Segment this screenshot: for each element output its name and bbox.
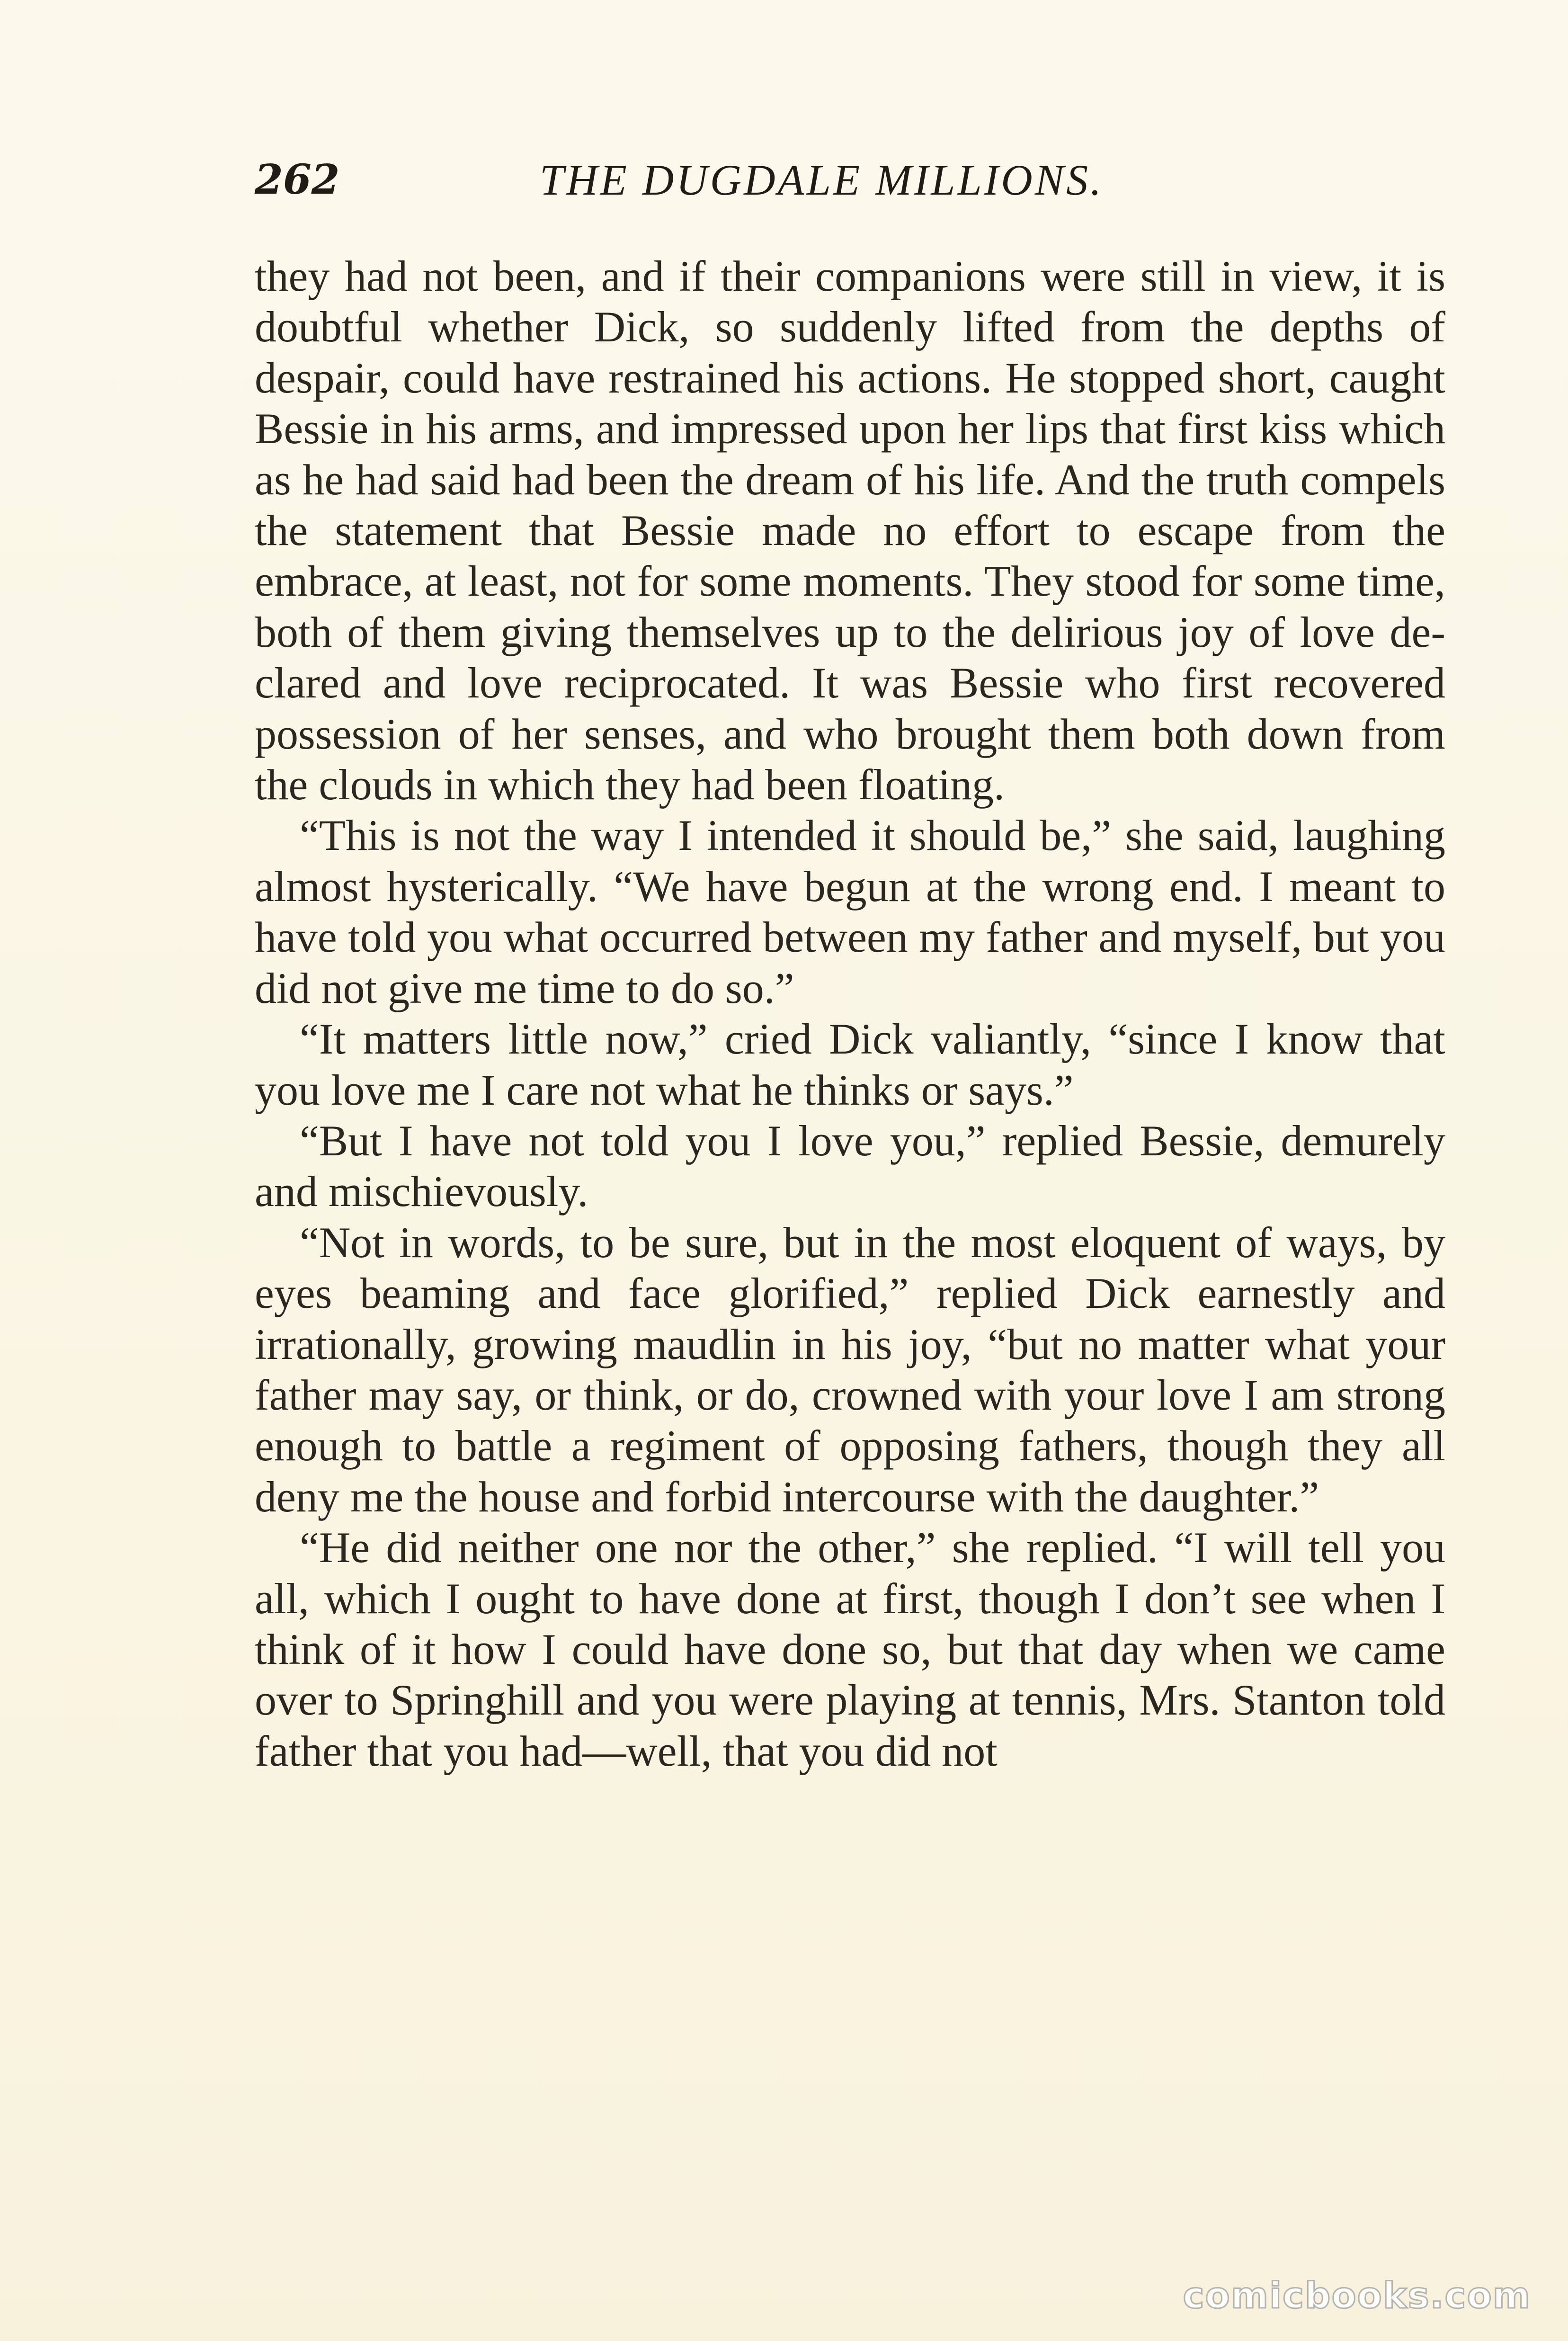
paragraph-3: “It matters little now,” cried Dick valiantly, “since I know that you love me I care not what he thinks or says.” [255, 1015, 1445, 1114]
paragraph-4: “But I have not told you I love you,” replied Bessie, demurely and mischievously. [255, 1116, 1445, 1216]
body-text [255, 251, 1445, 1777]
page-number: 262 [255, 156, 340, 204]
paragraph-6: “He did neither one nor the other,” she replied. “I will tell you all, which I ought to have done at first, though I don’t see when I think of it how I could have done so, but that day when we came over to Springhill and you were playing at tennis, Mrs. Stanton told father that you had—well, that you did not [255, 1523, 1445, 1775]
running-head [0, 147, 1568, 213]
book-title: THE DUGDALE MILLIONS. [540, 156, 1104, 204]
site-watermark: comicbooks.com [1183, 2274, 1531, 2316]
paragraph-1: they had not been, and if their companions were still in view, it is doubtful whether Dick, so suddenly lifted from the depths of despair, could have restrained his actions. He stopped short, caught Bessie in his arms, and impressed upon her lips that first kiss which as he had said had been the dream of his life. And the truth compels the statement that Bessie made no effort to escape from the embrace, at least, not for some moments. They stood for some time, both of them giving themselves up to the delirious joy of love declared and love reciprocated. It was Bessie who first recovered possession of her senses, and who brought them both down from the clouds in which they had been floating. [255, 252, 1445, 809]
paragraph-2: “This is not the way I intended it should be,” she said, laughing almost hysterically. “We have begun at the wrong end. I meant to have told you what occurred between my father and myself, but you did not give me time to do so.” [255, 811, 1445, 1012]
paragraph-5: “Not in words, to be sure, but in the most eloquent of ways, by eyes beaming and face glorified,” replied Dick earnestly and irrationally, growing maudlin in his joy, “but no matter what your father may say, or think, or do, crowned with your love I am strong enough to battle a regiment of opposing fathers, though they all deny me the house and forbid intercourse with the daughter.” [255, 1218, 1445, 1521]
